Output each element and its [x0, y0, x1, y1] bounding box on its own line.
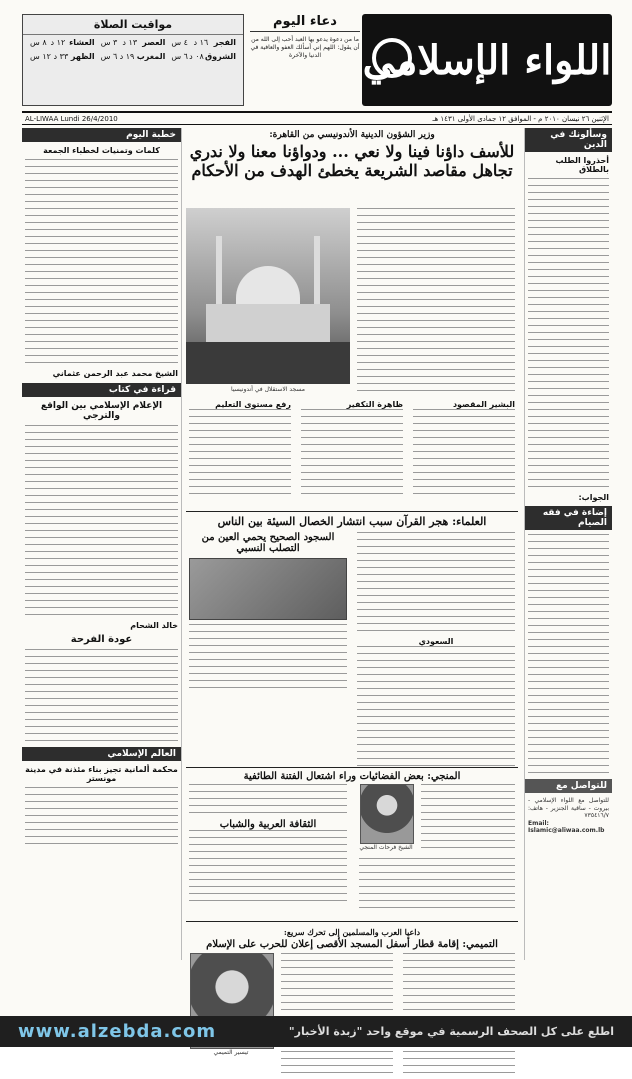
mosque-dome — [236, 266, 300, 306]
right-section-head: وسألونك في الدين — [525, 128, 612, 152]
article-munji — [186, 764, 518, 782]
sub-head-3: رفع مستوى التعليم — [215, 400, 291, 409]
right-box-title: أحذروا الطلب بالطلاق — [555, 156, 609, 174]
article-quran — [186, 508, 518, 528]
dua-title: دعاء اليوم — [250, 14, 360, 32]
book-text — [22, 425, 181, 615]
prostration-photo — [189, 558, 347, 620]
trees — [186, 342, 350, 384]
logo-text: اللواء الإسلامي — [362, 36, 612, 84]
prayer-maghrib: المغرب ١٩ د ٦ س — [100, 52, 166, 61]
mosque-photo — [186, 208, 350, 384]
prayer-times-title: مواقيت الصلاة — [23, 15, 243, 35]
footer-slogan: اطلع على كل الصحف الرسمية في موقع واحد "زبدة الأخبار" — [288, 1025, 614, 1038]
article-munji-title: المنجي: بعض الفضائيات وراء اشتعال الفتنة الطائفية — [243, 771, 461, 782]
dua-text: ما من دعوة يدعو بها العبد أحب إلى الله من أن يقول: اللهم إني أسألك العفو والعافية في الدنيا والآخرة — [250, 36, 360, 59]
logo-circle-icon — [372, 38, 412, 78]
left-head-world: العالم الإسلامي — [22, 747, 181, 761]
right-column — [524, 128, 612, 960]
main-article-continued — [186, 400, 518, 500]
prayer-asr: العصر ١٣ د ٣ س — [100, 38, 166, 47]
article-culture-title: الثقافة العربية والشباب — [219, 819, 317, 830]
mosque-caption: مسجد الاستقلال في أندونيسيا — [231, 386, 305, 393]
left-column — [22, 128, 182, 960]
article-quran-title: العلماء: هجر القرآن سبب انتشار الخصال السيئة بين الناس — [217, 515, 487, 528]
tamimi-caption: تيسير التميمي — [213, 1049, 249, 1056]
right-contact: للتواصل مع اللواء الإسلامي - بيروت - ساقية الجنزير - هاتف: ٧٣٥٤١٦/٧ — [528, 797, 609, 819]
munji-caption: الشيخ فرحات المنجي — [359, 844, 413, 851]
world-title: محكمة ألمانية تجيز بناء مئذنة في مدينة مونستر — [25, 765, 178, 783]
newspaper-logo — [362, 14, 612, 106]
left-head-sermon: خطبة اليوم — [22, 128, 181, 142]
prayer-times-box — [22, 14, 244, 106]
dua-box — [250, 14, 360, 106]
sermon-text — [22, 159, 181, 363]
prayer-shuruq: الشروق ٠٨ د ٦ س — [171, 52, 236, 61]
article-tamimi — [186, 918, 518, 1079]
right-email: Email: Islamic@aliwaa.com.lb — [528, 819, 605, 834]
article-tamimi-kicker: داعيا العرب والمسلمين إلى تحرك سريع: — [283, 927, 421, 937]
right-bottom-head: للتواصل مع — [525, 779, 612, 793]
article-quran-text — [354, 532, 518, 772]
munji-portrait — [360, 784, 414, 844]
poem-text — [22, 649, 181, 741]
footer-url[interactable]: www.alzebda.com — [18, 1021, 217, 1042]
article-quran-sub: السعودي — [418, 637, 454, 646]
article-culture — [186, 784, 350, 907]
prayer-dhuhr: الظهر ٣٣ د ١٢ س — [30, 52, 95, 61]
dateline — [22, 111, 612, 125]
footer-banner[interactable] — [0, 1016, 632, 1047]
right-mid-text — [525, 534, 612, 773]
mosque-photo-block — [186, 208, 350, 398]
date-arabic: الإثنين ٢٦ نيسان ٢٠١٠ م - الموافق ١٢ جمادى الأولى ١٤٣١ هـ — [432, 114, 609, 123]
main-article-text — [354, 208, 518, 397]
date-latin: AL-LIWAA Lundi 26/4/2010 — [25, 114, 118, 123]
prayer-fajr: الفجر ١٦ د ٤ س — [171, 38, 236, 47]
left-head-book: قراءة في كتاب — [22, 383, 181, 397]
prayer-isha: العشاء ١٢ د ٨ س — [30, 38, 95, 47]
world-text — [22, 787, 181, 844]
main-headline: للأسف داؤنا فينا ولا نعي ... ودواؤنا معنا ولا ندري تجاهل مقاصد الشريعة يخطئ الهدف من الأحكام — [189, 142, 515, 180]
poem-title: عودة الفرحة — [70, 634, 133, 645]
book-author: خالد الشحام — [130, 621, 178, 630]
sermon-title: كلمات وتمنيات لخطباء الجمعة — [43, 146, 160, 155]
sub-head-1: البشير المقصود — [452, 400, 515, 409]
article-prostration — [186, 532, 350, 694]
article-prostration-title: السجود الصحيح يحمي العين من التصلب النسبي — [201, 532, 335, 554]
sub-head-2: ظاهرة التكفير — [346, 400, 403, 409]
book-title: الإعلام الإسلامي بين الواقع والترجي — [40, 401, 163, 421]
masthead — [22, 14, 612, 110]
main-kicker: وزير الشؤون الدينية الأندونيسي من القاهرة: — [269, 130, 435, 140]
article-munji-body — [356, 784, 518, 914]
article-tamimi-title: التميمي: إقامة قطار أسفل المسجد الأقصى إعلان للحرب على الإسلام — [206, 939, 498, 950]
right-answer-label: الجواب: — [578, 493, 609, 502]
right-body-text — [525, 178, 612, 487]
right-mid-head: إضاءة في فقه الصيام — [525, 506, 612, 530]
mosque-base — [206, 304, 330, 342]
sermon-author: الشيخ محمد عبد الرحمن عثماني — [52, 369, 178, 378]
